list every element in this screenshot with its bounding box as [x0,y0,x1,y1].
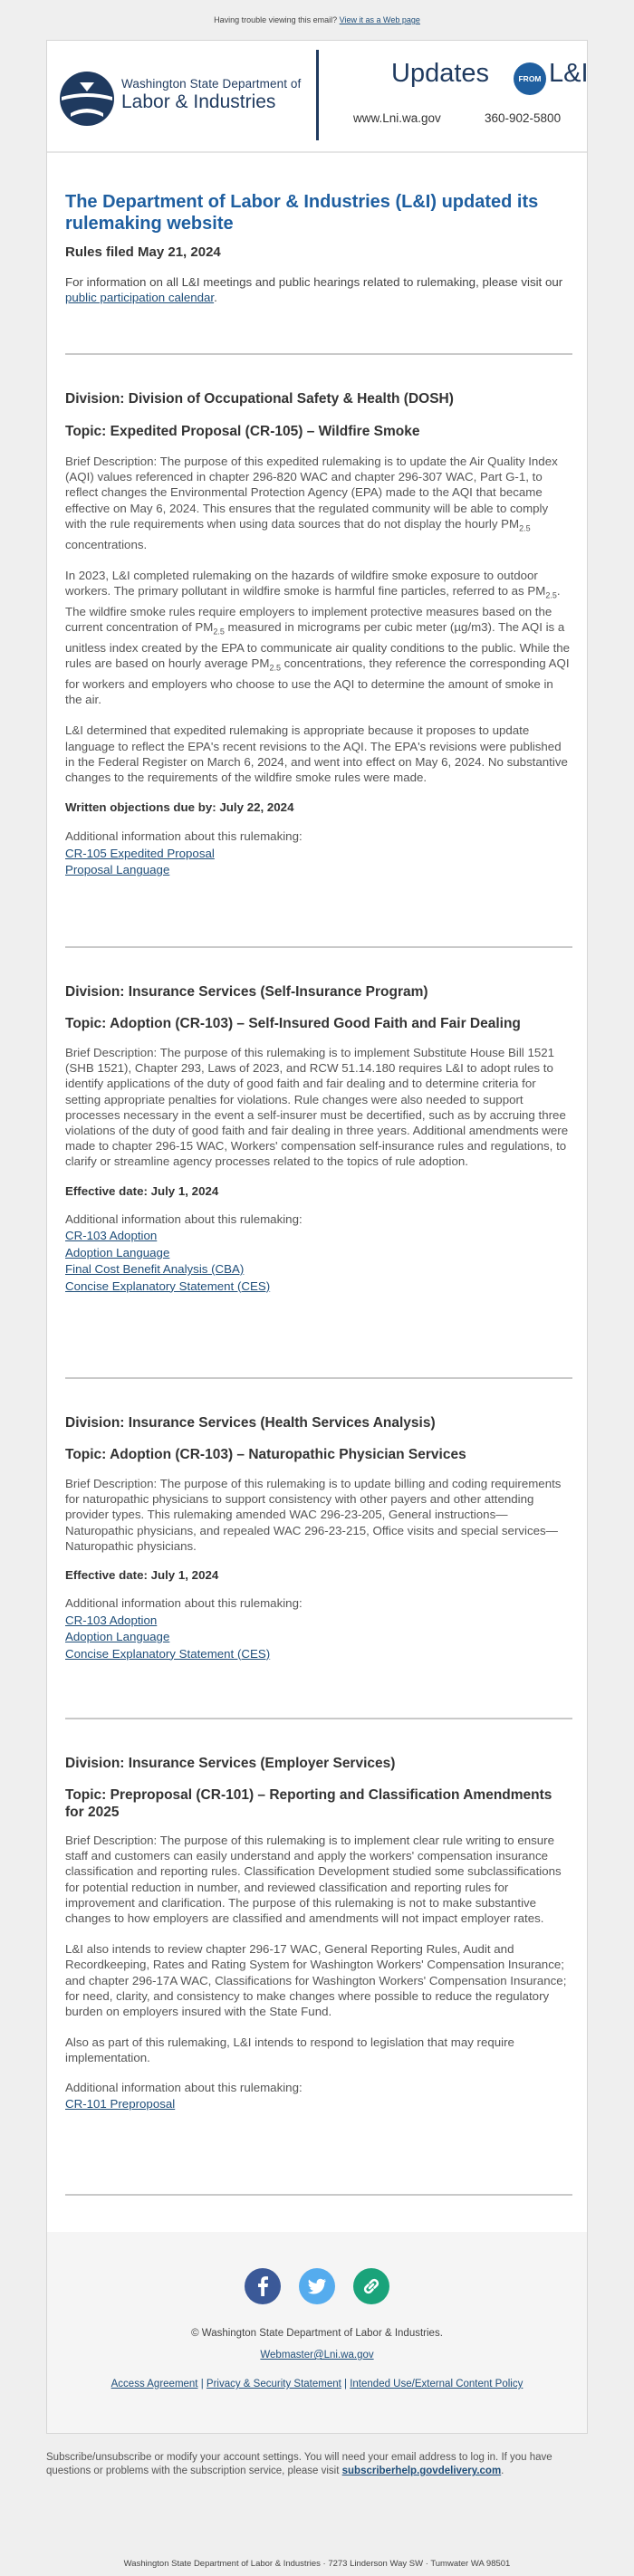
section-paragraph: L&I determined that expedited rulemaking is appropriate because it proposes to update language to reflect the EPA's recent revisions to the AQI. The EPA's revisions were published in the Federal Register on March 6, 2024, and went into effect on May 6, 2024. No substantive changes to the requirements of the wildfire smoke rules were made. [65,723,568,785]
division-heading: Division: Insurance Services (Health Services Analysis) [65,1415,436,1431]
section-paragraph: In 2023, L&I completed rulemaking on the hazards of wildfire smoke exposure to outdoor workers. The primary pollutant in wildfire smoke is harmful fine particles, referred to as $PM_{2.5}$. The wildfire smoke rules require employers to implement protective measures based on the current concentration of $PM_{2.5}$ measured in micrograms per cubic meter (µg/m3). The AQI is a unitless index created by the EPA to communicate air quality conditions to the public. While the rules are based on hourly average $PM_{2.5}$ concentrations, they reference the corresponding AQI for workers and employers who choose to use the AQI to determine the amount of smoke in the air. [65,568,571,707]
additional-info: Additional information about this rulemaking: CR-105 Expedited Proposal Proposal Language [65,828,572,879]
footer-links: Access Agreement | Privacy & Security Statement | Intended Use/External Content Policy [110,2379,524,2389]
rules-filed: Rules filed May 21, 2024 [65,244,221,260]
section-self-insurance [65,984,572,1295]
section-paragraph: Brief Description: The purpose of this rulemaking is to update billing and coding requirements for naturopathic physicians to support consistency with other payers and other attending provider types. This rulemaking amended WAC 296-23-205, General instructions—Naturopathic physicians, and repealed WAC 296-23-215, Office visits and special services—Naturopathic physicians. [65,1477,562,1553]
subscribe-note: Subscribe/unsubscribe or modify your account settings. You will need your email address to log in. If you have questions or problems with the subscription service, please visit subscriberhelp.govdelivery.com. [46,2452,552,2476]
topic-heading: Topic: Adoption (CR-103) – Self-Insured Good Faith and Fair Dealing [65,1016,521,1031]
section-divider [65,946,572,948]
section-paragraph: L&I also intends to review chapter 296-17 WAC, General Reporting Rules, Audit and Recordkeeping, Rates and Rating System for Washington Workers' Compensation Insurance; and chapter 296-17A WAC, Classifications for Washington Workers' Compensation Insurance; for need, clarity, and consistency to make changes where possible to reduce the regulatory burden on employers insured with the State Fund. [65,1942,567,2019]
logo-line2: Labor & Industries [121,91,276,112]
topic-heading: Topic: Adoption (CR-103) – Naturopathic Physician Services [65,1447,466,1462]
ces-link[interactable]: Concise Explanatory Statement (CES) [65,1278,271,1293]
facebook-icon[interactable] [245,2268,281,2304]
intended-use-link[interactable]: Intended Use/External Content Policy [350,2379,524,2389]
ces-link[interactable]: Concise Explanatory Statement (CES) [65,1646,271,1661]
section-paragraph: Brief Description: The purpose of this expedited rulemaking is to update the Air Quality Index (AQI) values referenced in chapter 296-820 WAC and chapter 296-307 WAC, Part G-1, to reflect changes the Environmental Protection Agency (EPA) made to the AQI that became effective on May 6, 2024. This ensures that the regulated community will be able to comply with the rule requirements when using data sources that do not display the hourly $PM_{2.5}$ concentrations. [65,455,558,551]
updates-word: Updates [391,59,490,88]
cba-link[interactable]: Final Cost Benefit Analysis (CBA) [65,1262,245,1277]
section-divider [65,1718,572,1719]
section-paragraph: Brief Description: The purpose of this rulemaking is to implement Substitute House Bill 1521 (SHB 1521), Chapter 293, Laws of 2023, and RCW 51.14.180 requires L&I to adopt rules to identify applications of the duty of good faith and fair dealing and to determine criteria for setting appropriate penalties for violations. Rule changes were also needed to support processes necessary in the event a self-insurer must be decertified, such as by accruing three violations of the duty of good faith and fair dealing in three years. Additional amendments were made to chapter 296-15 WAC, Workers' compensation self-insurance rules and regulations, to clarify or streamline agency processes related to the topics of rule adoption. [65,1046,569,1169]
updates-from-li [391,59,589,95]
section-paragraph: Brief Description: The purpose of this rulemaking is to implement clear rule writing to ensure staff and customers can easily understand and apply the workers' compensation insurance classification and reporting rules. Classification Development studied some subclassifications for potential reduction in number, and reviewed classification and reporting rules for improvement and clarification. The purpose of this rulemaking is not to make substantive changes to how employers are classified and amendments will not impact employer rates. [65,1834,562,1926]
cr105-proposal-link[interactable]: CR-105 Expedited Proposal [65,846,215,860]
email-card [46,40,588,2434]
webmaster-link[interactable]: Webmaster@Lni.wa.gov [260,2350,374,2361]
effective-date: Effective date: July 1, 2024 [65,1183,219,1198]
section-paragraph: Also as part of this rulemaking, L&I intends to respond to legislation that may require implementation. [65,2035,514,2065]
intro-text: For information on all L&I meetings and public hearings related to rulemaking, please visit our public participation calendar. [65,275,563,304]
mailing-address: Washington State Department of Labor & Industries · 7273 Linderson Way SW · Tumwater WA 98501 [123,2559,511,2569]
additional-info: Additional information about this rulemaking: CR-101 Preproposal [65,2080,572,2113]
division-heading: Division: Insurance Services (Self-Insurance Program) [65,984,428,1000]
header-divider [316,50,319,140]
email-footer [47,2232,587,2433]
lni-logo-mark-icon [58,70,116,128]
website: www.Lni.wa.gov [353,111,441,125]
section-divider [65,353,572,355]
copyright: © Washington State Department of Labor & Industries. [191,2328,443,2339]
section-health-services [65,1415,572,1662]
email-header [47,41,587,153]
lni-logo[interactable] [58,70,321,128]
topic-heading: Topic: Expedited Proposal (CR-105) – Wildfire Smoke [65,424,420,439]
logo-line1: Washington State Department of [121,77,302,91]
objections-deadline: Written objections due by: July 22, 2024 [65,800,294,815]
division-heading: Division: Insurance Services (Employer Services) [65,1756,396,1771]
cr103-adoption-link[interactable]: CR-103 Adoption [65,1613,158,1627]
webmaster [47,2350,587,2361]
adoption-language-link[interactable]: Adoption Language [65,1245,170,1259]
top-note: Having trouble viewing this email? View it as a Web page [214,15,420,24]
additional-info: Additional information about this rulemaking: CR-103 Adoption Adoption Language Final Cost Benefit Analysis (CBA) Concise Explanatory Statement (CES) [65,1211,572,1296]
subscriber-help-link[interactable]: subscriberhelp.govdelivery.com [341,2466,502,2476]
cr103-adoption-link[interactable]: CR-103 Adoption [65,1229,158,1243]
section-employer-services [65,1756,572,2113]
access-agreement-link[interactable]: Access Agreement [110,2379,198,2389]
division-heading: Division: Division of Occupational Safety & Health (DOSH) [65,391,454,407]
section-divider [65,2194,572,2196]
li-word: L&I [549,59,589,88]
privacy-link[interactable]: Privacy & Security Statement [206,2379,341,2389]
participation-calendar-link[interactable]: public participation calendar [65,291,215,304]
section-dosh [65,391,572,879]
section-divider [65,1377,572,1379]
link-icon[interactable] [353,2268,389,2304]
cr101-preproposal-link[interactable]: CR-101 Preproposal [65,2097,176,2112]
effective-date: Effective date: July 1, 2024 [65,1568,219,1583]
page-title: The Department of Labor & Industries (L&I) updated its rulemaking website [65,192,539,234]
view-web-page-link[interactable]: View it as a Web page [339,15,420,24]
proposal-language-link[interactable]: Proposal Language [65,863,170,877]
email-content [47,153,572,305]
twitter-icon[interactable] [299,2268,335,2304]
topic-heading: Topic: Preproposal (CR-101) – Reporting and Classification Amendments for 2025 [65,1787,552,1820]
social-links [47,2268,587,2304]
phone: 360-902-5800 [485,111,562,125]
adoption-language-link[interactable]: Adoption Language [65,1630,170,1644]
from-badge: FROM [514,62,546,95]
additional-info: Additional information about this rulemaking: CR-103 Adoption Adoption Language Concise Explanatory Statement (CES) [65,1595,572,1662]
